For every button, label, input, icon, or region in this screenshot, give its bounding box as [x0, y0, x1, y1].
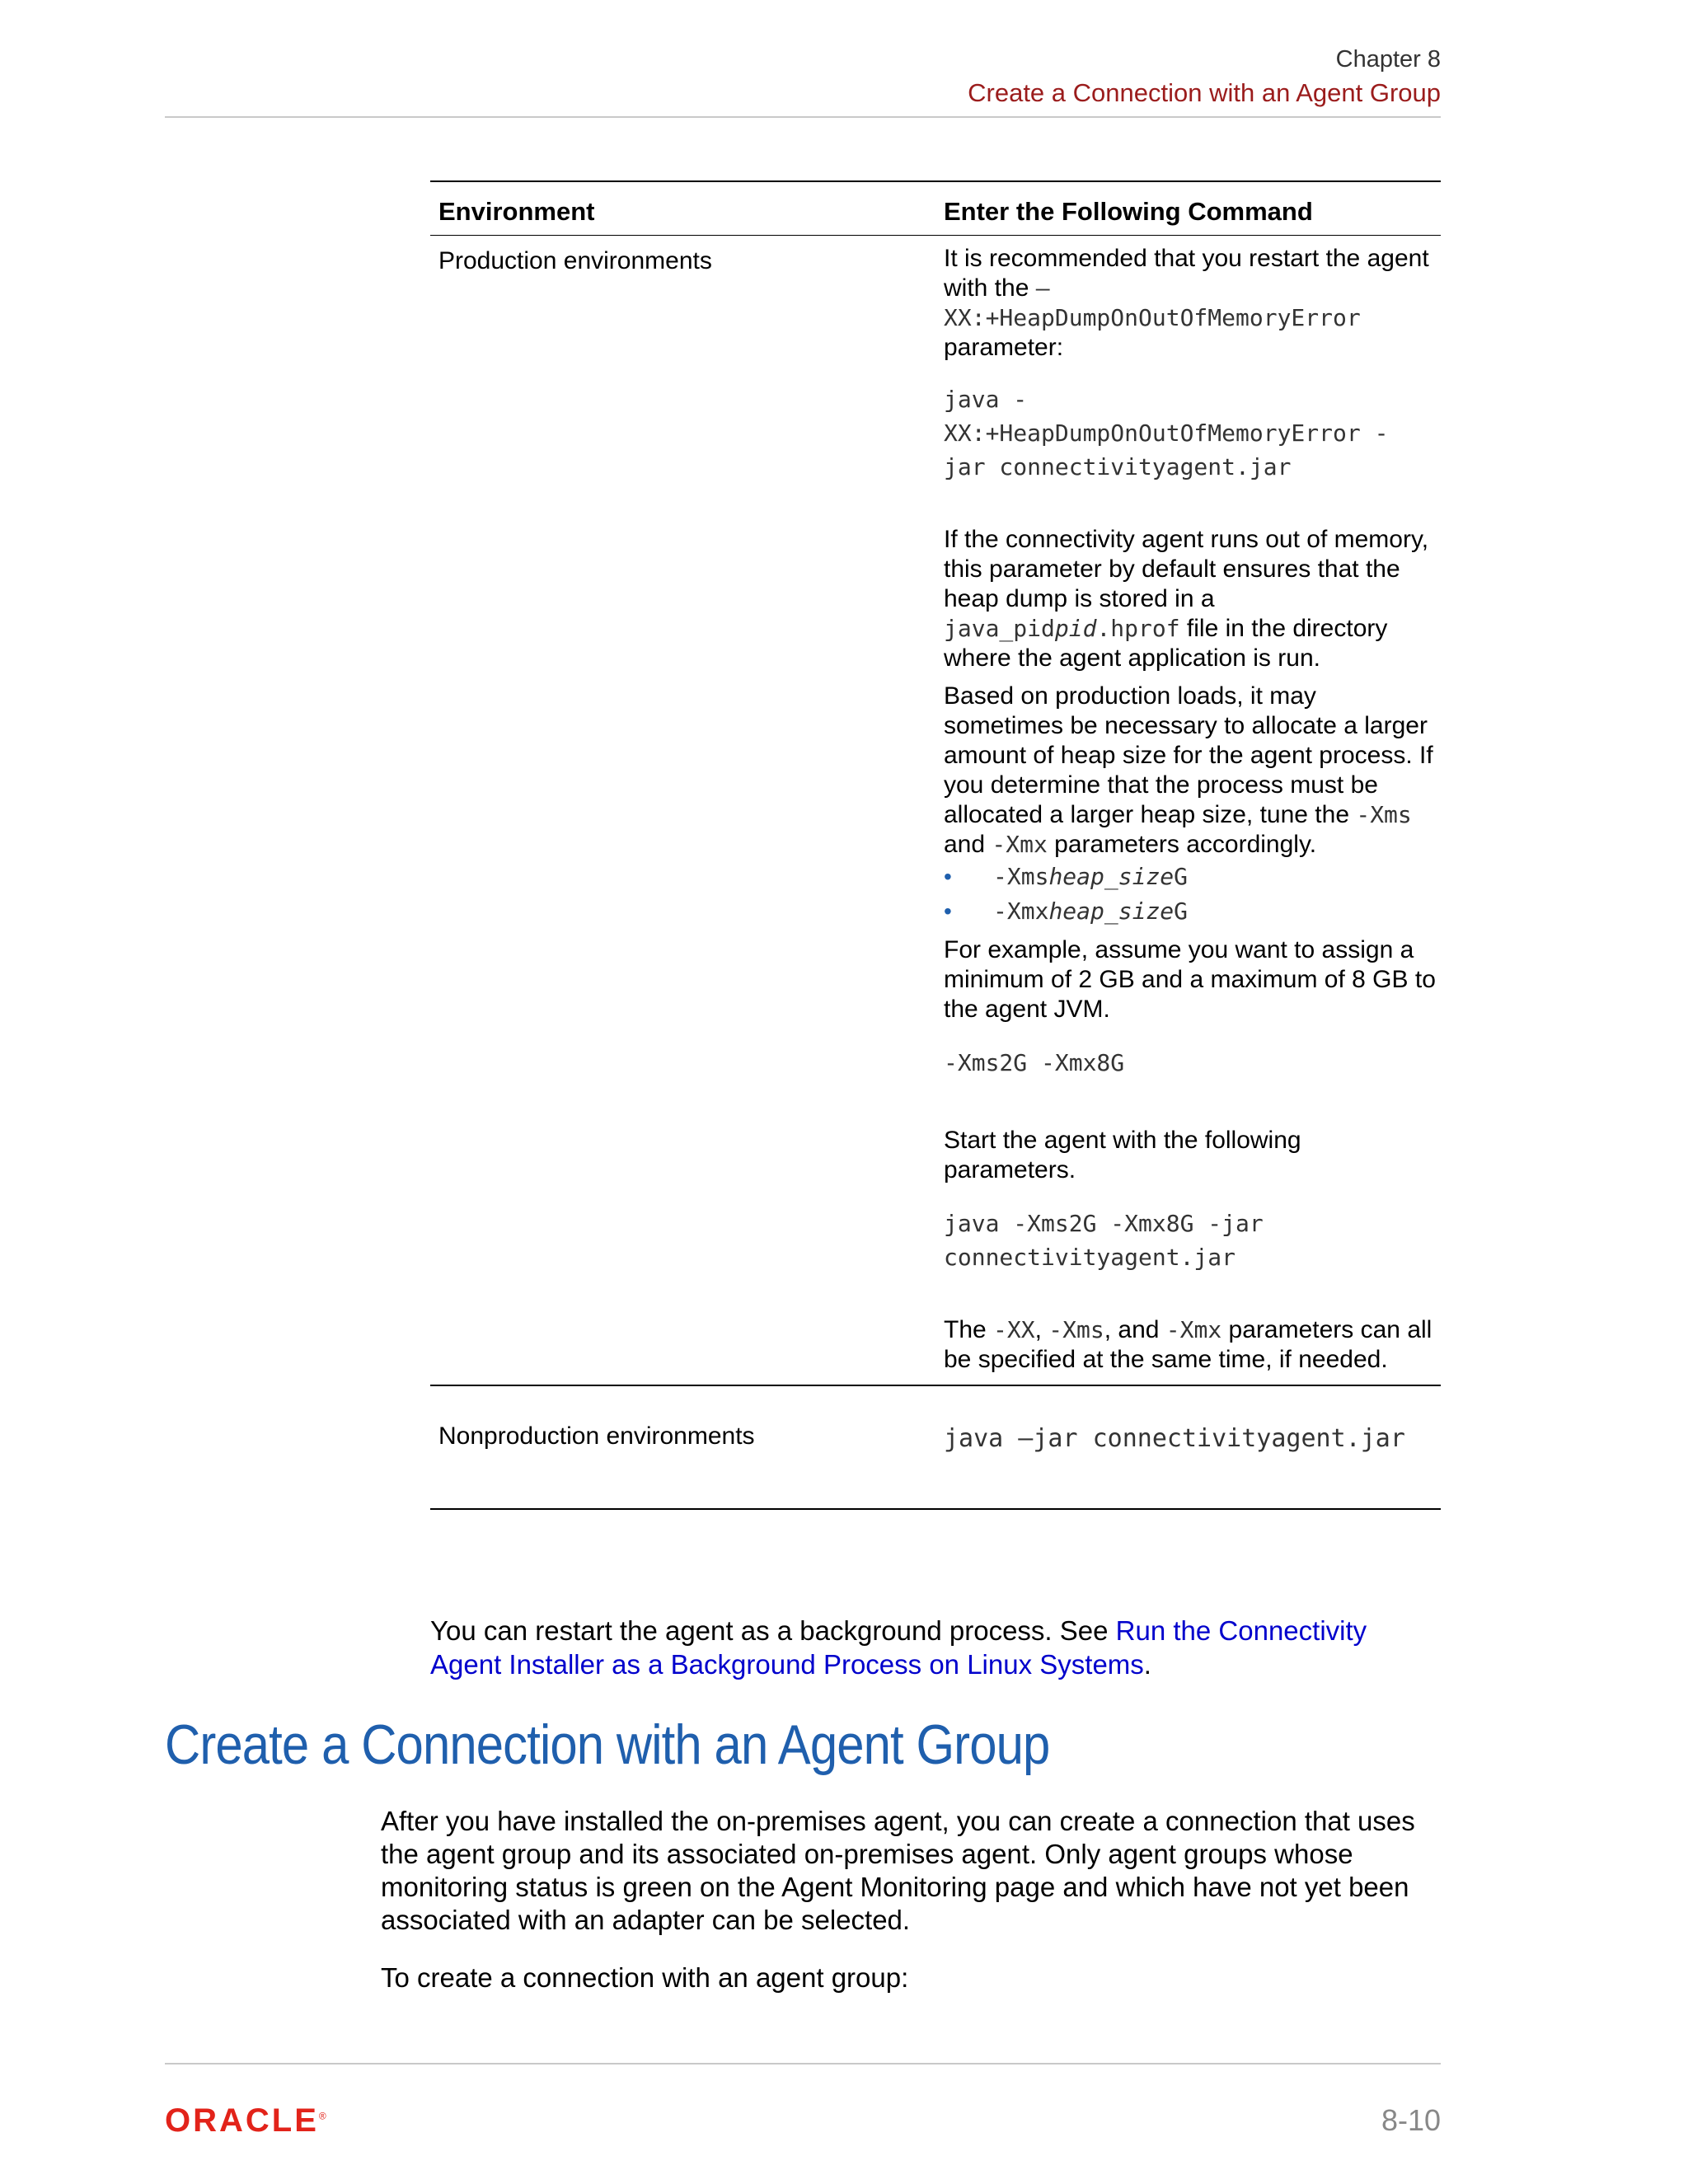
text: and [944, 831, 992, 858]
command-cell-production [944, 236, 1438, 1375]
column-header-environment: Environment [438, 197, 595, 226]
paragraph [944, 244, 1438, 363]
table-row-nonproduction [430, 1386, 1441, 1508]
code-block-xms-xmx: -Xms2G -Xmx8G [944, 1049, 1125, 1076]
code-block-start-agent: java -Xms2G -Xmx8G -jar connectivityagent.jar [944, 1210, 1264, 1271]
code-nonproduction: java –jar connectivityagent.jar [944, 1424, 1405, 1453]
list-item [944, 894, 1438, 929]
text: , [1034, 1316, 1049, 1343]
text: You can restart the agent as a background process. See [430, 1615, 1116, 1646]
text: -Xmx [993, 898, 1049, 925]
xms-flag: -Xms [1048, 1316, 1104, 1343]
env-nonproduction: Nonproduction environments [438, 1422, 755, 1450]
command-table [430, 180, 1441, 1510]
xmx-flag: -Xmx [992, 831, 1048, 858]
steps-intro: To create a connection with an agent group: [381, 1962, 909, 1993]
header-rule [165, 116, 1441, 118]
text: -Xms [993, 863, 1049, 890]
text: heap_size [1048, 898, 1175, 925]
table-header-row [430, 182, 1441, 235]
table-row-production [430, 236, 1441, 1375]
text: heap_size [1048, 863, 1175, 890]
table-bottom-rule [430, 1508, 1441, 1510]
bullet-icon: • [944, 898, 952, 924]
paragraph [944, 525, 1438, 673]
paragraph [944, 682, 1438, 860]
oracle-logo [165, 2102, 326, 2139]
hprof-filename [944, 615, 1180, 642]
xms-flag: -Xms [1356, 801, 1412, 828]
page-number: 8-10 [1381, 2103, 1441, 2137]
text: If the connectivity agent runs out of memory, this parameter by default ensures that the heap dump is stored in a [944, 526, 1429, 612]
text: pid [1054, 615, 1097, 642]
header-chapter: Chapter 8 [1335, 46, 1441, 73]
xmx-flag: -Xmx [1165, 1316, 1222, 1343]
bullet-text [993, 863, 1188, 890]
text: It is recommended that you restart the agent with the [944, 245, 1429, 302]
text: .hprof [1096, 615, 1180, 642]
code-block-heapdump: java - XX:+HeapDumpOnOutOfMemoryError - jar connectivityagent.jar [944, 386, 1389, 480]
text: java_pid [944, 615, 1055, 642]
text: , and [1104, 1316, 1166, 1343]
header-section-title: Create a Connection with an Agent Group [968, 78, 1441, 107]
registered-mark: ® [318, 2110, 326, 2122]
text: Based on production loads, it may sometimes be necessary to allocate a larger amount of heap size for the agent process. If you determine that the process must be allocated a larger heap size, tune the [944, 682, 1433, 828]
intro-paragraph: After you have installed the on-premises agent, you can create a connection that uses the agent group and its associated on-premises agent. Only agent groups whose monitoring status is green on the Agent Monitoring page and which have not yet been associated with an adapter can be selected. [381, 1806, 1415, 1935]
list-item [944, 860, 1438, 894]
text: G [1174, 863, 1189, 890]
text: file in the directory where the agent application is run. [944, 615, 1388, 672]
paragraph: Start the agent with the following parameters. [944, 1127, 1301, 1183]
section-heading: Create a Connection with an Agent Group [165, 1713, 1050, 1776]
paragraph: For example, assume you want to assign a minimum of 2 GB and a maximum of 8 GB to the agent JVM. [944, 936, 1436, 1023]
xx-flag: -XX [993, 1316, 1035, 1343]
bullet-icon: • [944, 864, 952, 889]
background-process-note [430, 1614, 1441, 1681]
bullet-text [993, 898, 1188, 925]
heapdump-flag: –XX:+HeapDumpOnOutOfMemoryError [944, 274, 1361, 331]
column-header-command: Enter the Following Command [944, 197, 1313, 226]
text: parameters accordingly. [1047, 831, 1317, 858]
text: G [1174, 898, 1189, 925]
logo-text: ORACLE [165, 2102, 319, 2139]
env-production: Production environments [438, 247, 712, 274]
text: parameter: [944, 334, 1064, 361]
text: The [944, 1316, 994, 1343]
text: parameters can all be specified at the same time, if needed. [944, 1316, 1432, 1373]
background-process-link[interactable]: Run the Connectivity Agent Installer as a Background Process on Linux Systems [430, 1615, 1367, 1680]
paragraph [944, 1315, 1438, 1375]
running-header [968, 43, 1441, 110]
footer-rule [165, 2063, 1441, 2064]
text: . [1143, 1649, 1151, 1680]
